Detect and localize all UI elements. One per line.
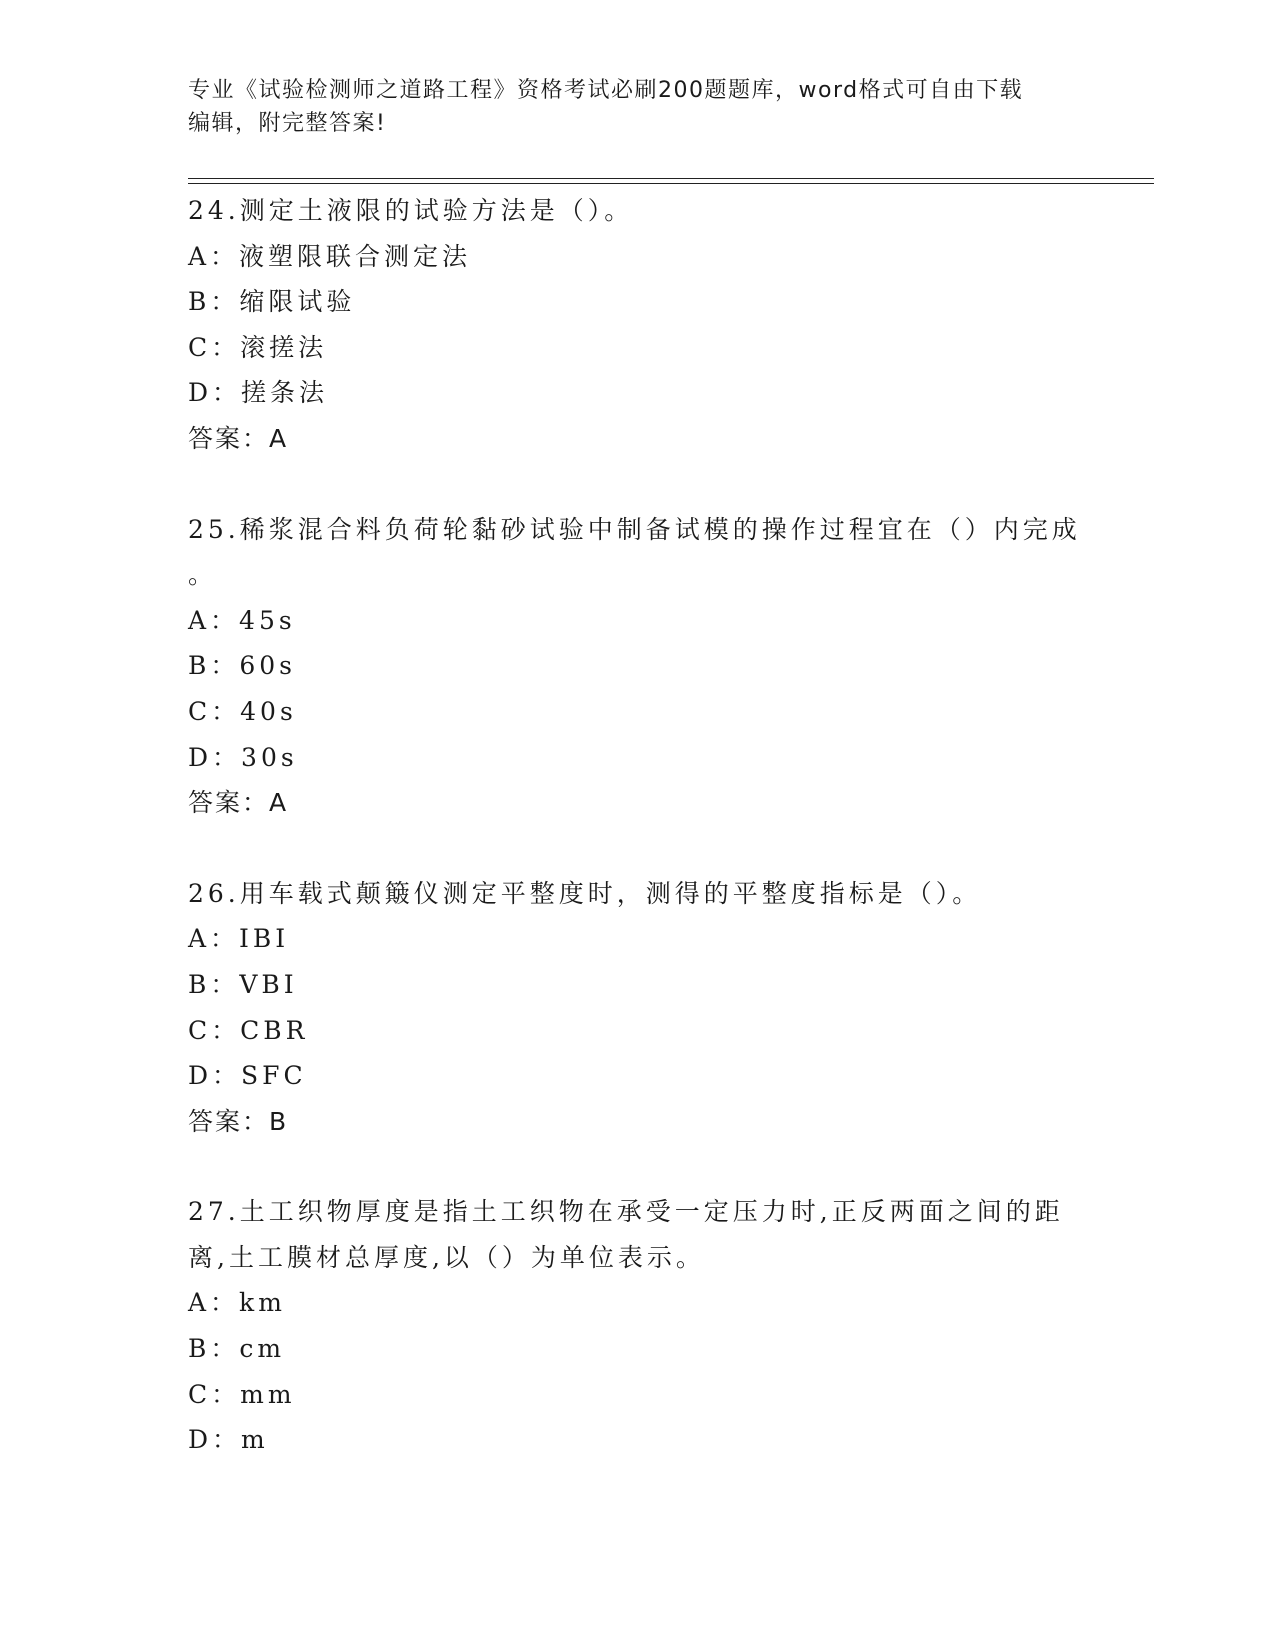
option-a: A：液塑限联合测定法 [188, 241, 472, 271]
question-stem-line-1: 25.稀浆混合料负荷轮黏砂试验中制备试模的操作过程宜在（）内完成 [188, 514, 1081, 544]
option-b: B：缩限试验 [188, 287, 356, 317]
answer: 答案：A [188, 788, 289, 818]
header-divider-bottom [188, 183, 1154, 184]
question-stem: 26.用车载式颠簸仪测定平整度时，测得的平整度指标是（）。 [188, 878, 982, 908]
question-26 [188, 871, 1088, 1145]
question-stem-line-2: 离,土工膜材总厚度,以（）为单位表示。 [188, 1242, 705, 1272]
option-d: D：搓条法 [188, 378, 329, 408]
spacer [188, 826, 1088, 871]
question-list [188, 188, 1088, 1463]
question-25 [188, 507, 1088, 826]
header-divider-top [188, 178, 1154, 179]
option-c: C：滚搓法 [188, 332, 328, 362]
question-24 [188, 188, 1088, 462]
question-stem-line-1: 27.土工织物厚度是指土工织物在承受一定压力时,正反两面之间的距 [188, 1197, 1064, 1227]
spacer [188, 1144, 1088, 1189]
option-b: B：VBI [188, 969, 298, 999]
document-header [188, 74, 1088, 140]
option-b: B：60s [188, 651, 297, 681]
question-stem-line-2: 。 [188, 560, 218, 590]
option-c: C：mm [188, 1379, 296, 1409]
question-27 [188, 1189, 1088, 1463]
option-a: A：km [188, 1288, 286, 1318]
option-d: D：m [188, 1425, 269, 1455]
header-line-1: 专业《试验检测师之道路工程》资格考试必刷200题题库，word格式可自由下载 [188, 78, 1024, 103]
option-c: C：40s [188, 696, 297, 726]
option-d: D：30s [188, 742, 298, 772]
spacer [188, 462, 1088, 507]
option-d: D：SFC [188, 1061, 307, 1091]
option-a: A：IBI [188, 924, 290, 954]
option-c: C：CBR [188, 1015, 309, 1045]
answer: 答案：A [188, 423, 289, 453]
header-line-2: 编辑，附完整答案! [188, 111, 387, 136]
option-a: A：45s [188, 605, 296, 635]
answer: 答案：B [188, 1106, 289, 1136]
option-b: B：cm [188, 1334, 286, 1364]
question-stem: 24.测定土液限的试验方法是（）。 [188, 196, 634, 225]
